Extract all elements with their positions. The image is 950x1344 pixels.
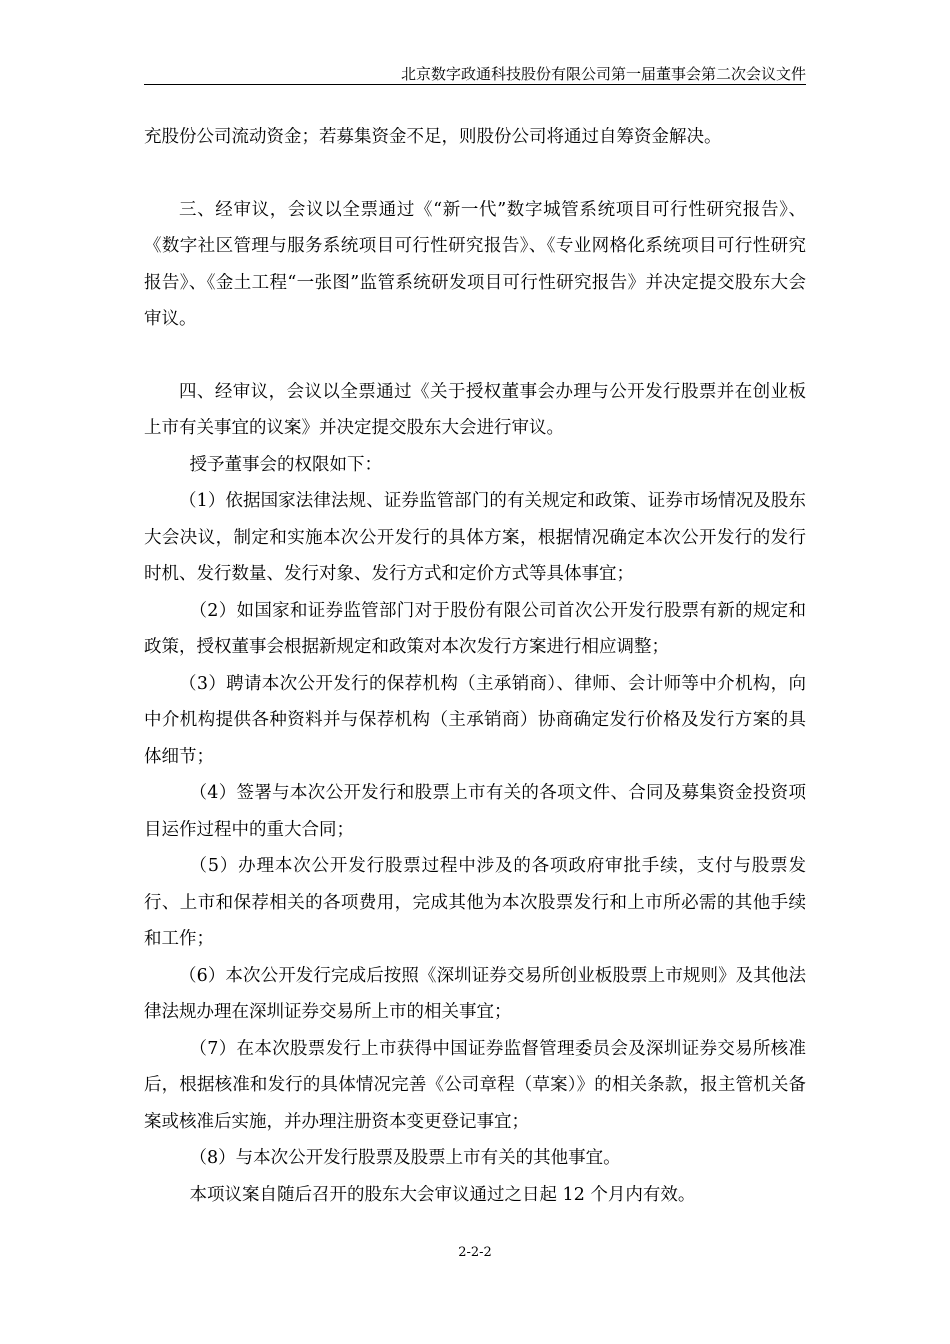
authority-item-1: （1）依据国家法律法规、证券监管部门的有关规定和政策、证券市场情况及股东大会决议，制定和实施本次公开发行的具体方案，根据情况确定本次公开发行的发行时机、发行数量、发行对象、发行方式和定价方式等具体事宜； — [144, 491, 806, 584]
paragraph-gap — [144, 156, 806, 192]
authority-item-6: （6）本次公开发行完成后按照《深圳证券交易所创业板股票上市规则》及其他法律法规办理在深圳证券交易所上市的相关事宜； — [144, 965, 806, 1022]
authority-item-7: （7）在本次股票发行上市获得中国证券监督管理委员会及深圳证券交易所核准后，根据核准和发行的具体情况完善《公司章程（草案）》的相关条款，报主管机关备案或核准后实施，并办理注册资本变更登记事宜； — [144, 1038, 806, 1132]
authority-item-3: （3）聘请本次公开发行的保荐机构（主承销商）、律师、会计师等中介机构，向中介机构提供各种资料并与保荐机构（主承销商）协商确定发行价格及发行方案的具体细节； — [144, 673, 806, 767]
paragraph-gap — [144, 338, 806, 374]
validity-statement: 本项议案自随后召开的股东大会审议通过之日起 12 个月内有效。 — [189, 1184, 696, 1205]
authority-item-5: （5）办理本次公开发行股票过程中涉及的各项政府审批手续，支付与股票发行、上市和保荐相关的各项费用，完成其他为本次股票发行和上市所必需的其他手续和工作； — [144, 856, 806, 949]
paragraph-continuation: 充股份公司流动资金；若募集资金不足，则股份公司将通过自筹资金解决。 — [144, 127, 722, 147]
authority-item-2: （2）如国家和证券监管部门对于股份有限公司首次公开发行股票有新的规定和政策，授权董事会根据新规定和政策对本次发行方案进行相应调整； — [144, 600, 806, 657]
authority-intro: 授予董事会的权限如下： — [189, 454, 382, 475]
resolution-four: 四、经审议，会议以全票通过《关于授权董事会办理与公开发行股票并在创业板上市有关事宜的议案》并决定提交股东大会进行审议。 — [144, 381, 806, 438]
header-rule — [144, 84, 806, 85]
page-number: 2-2-2 — [458, 1245, 492, 1260]
page-header: 北京数字政通科技股份有限公司第一届董事会第二次会议文件 — [400, 65, 806, 83]
authority-item-8: （8）与本次公开发行股票及股票上市有关的其他事宜。 — [189, 1148, 621, 1168]
document-body — [144, 119, 806, 1213]
authority-item-4: （4）签署与本次公开发行和股票上市有关的各项文件、合同及募集资金投资项目运作过程中的重大合同； — [144, 783, 806, 840]
resolution-three: 三、经审议，会议以全票通过《“新一代”数字城管系统项目可行性研究报告》、《数字社区管理与服务系统项目可行性研究报告》、《专业网格化系统项目可行性研究报告》、《金土工程“一张图”监管系统研发项目可行性研究报告》并决定提交股东大会审议。 — [144, 199, 806, 329]
